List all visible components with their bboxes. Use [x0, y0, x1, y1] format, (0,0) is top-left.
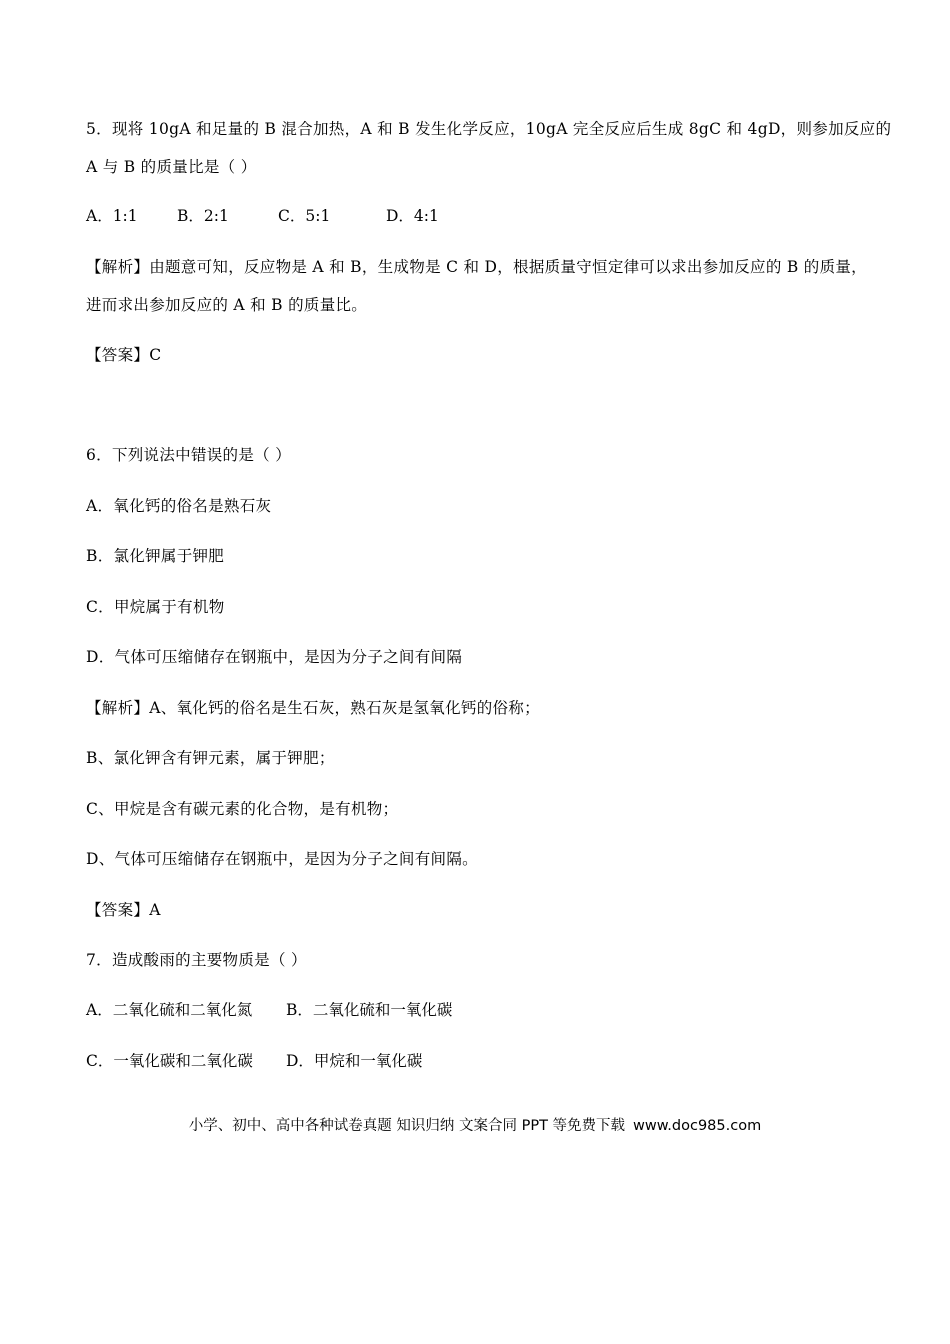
- q6-analysis-line4: D、气体可压缩储存在钢瓶中，是因为分子之间有间隔。: [86, 850, 478, 868]
- footer-text: 小学、初中、高中各种试卷真题 知识归纳 文案合同 PPT 等免费下载: [188, 1118, 626, 1134]
- q7-options-row1: [86, 1000, 452, 1020]
- q7-stem: 7．造成酸雨的主要物质是（ ）: [86, 951, 307, 969]
- q5-analysis-line2: 进而求出参加反应的 A 和 B 的质量比。: [86, 296, 368, 314]
- q5-option-c: C．5:1: [278, 207, 331, 225]
- q6-option-d: D．气体可压缩储存在钢瓶中，是因为分子之间有间隔: [86, 648, 463, 666]
- q6-analysis-line1: 【解析】A、氧化钙的俗名是生石灰，熟石灰是氢氧化钙的俗称；: [86, 699, 540, 717]
- q6-stem: 6．下列说法中错误的是（ ）: [86, 446, 291, 464]
- q6-option-b: B．氯化钾属于钾肥: [86, 547, 225, 565]
- q5-analysis-line1: 【解析】由题意可知，反应物是 A 和 B，生成物是 C 和 D，根据质量守恒定律可以求出参加反应的 B 的质量，: [86, 258, 867, 276]
- q5-answer: 【答案】C: [86, 346, 162, 364]
- footer-url[interactable]: www.doc985.com: [633, 1118, 762, 1134]
- q6-analysis-line2: B、氯化钾含有钾元素，属于钾肥；: [86, 749, 335, 767]
- q6-analysis-line3: C、甲烷是含有碳元素的化合物，是有机物；: [86, 800, 399, 818]
- q5-stem-line1: 5．现将 10gA 和足量的 B 混合加热，A 和 B 发生化学反应，10gA 完全反应后生成 8gC 和 4gD，则参加反应的: [86, 120, 892, 138]
- q7-options-row2: [86, 1051, 422, 1071]
- q5-option-a: A．1:1: [86, 207, 138, 225]
- q5-option-b: B．2:1: [177, 207, 229, 225]
- q5-stem-line2: A 与 B 的质量比是（ ）: [86, 158, 257, 176]
- q7-option-c: C．一氧化碳和二氧化碳: [86, 1052, 253, 1070]
- q6-option-a: A．氧化钙的俗名是熟石灰: [86, 497, 272, 515]
- q7-option-b: B．二氧化硫和一氧化碳: [286, 1001, 453, 1019]
- q7-option-d: D．甲烷和一氧化碳: [286, 1052, 423, 1070]
- q7-option-a: A．二氧化硫和二氧化氮: [86, 1001, 253, 1019]
- q5-option-d: D．4:1: [386, 207, 439, 225]
- q6-option-c: C．甲烷属于有机物: [86, 598, 225, 616]
- q6-answer: 【答案】A: [86, 901, 161, 919]
- q5-options: [86, 206, 439, 226]
- page-footer: [0, 1116, 950, 1136]
